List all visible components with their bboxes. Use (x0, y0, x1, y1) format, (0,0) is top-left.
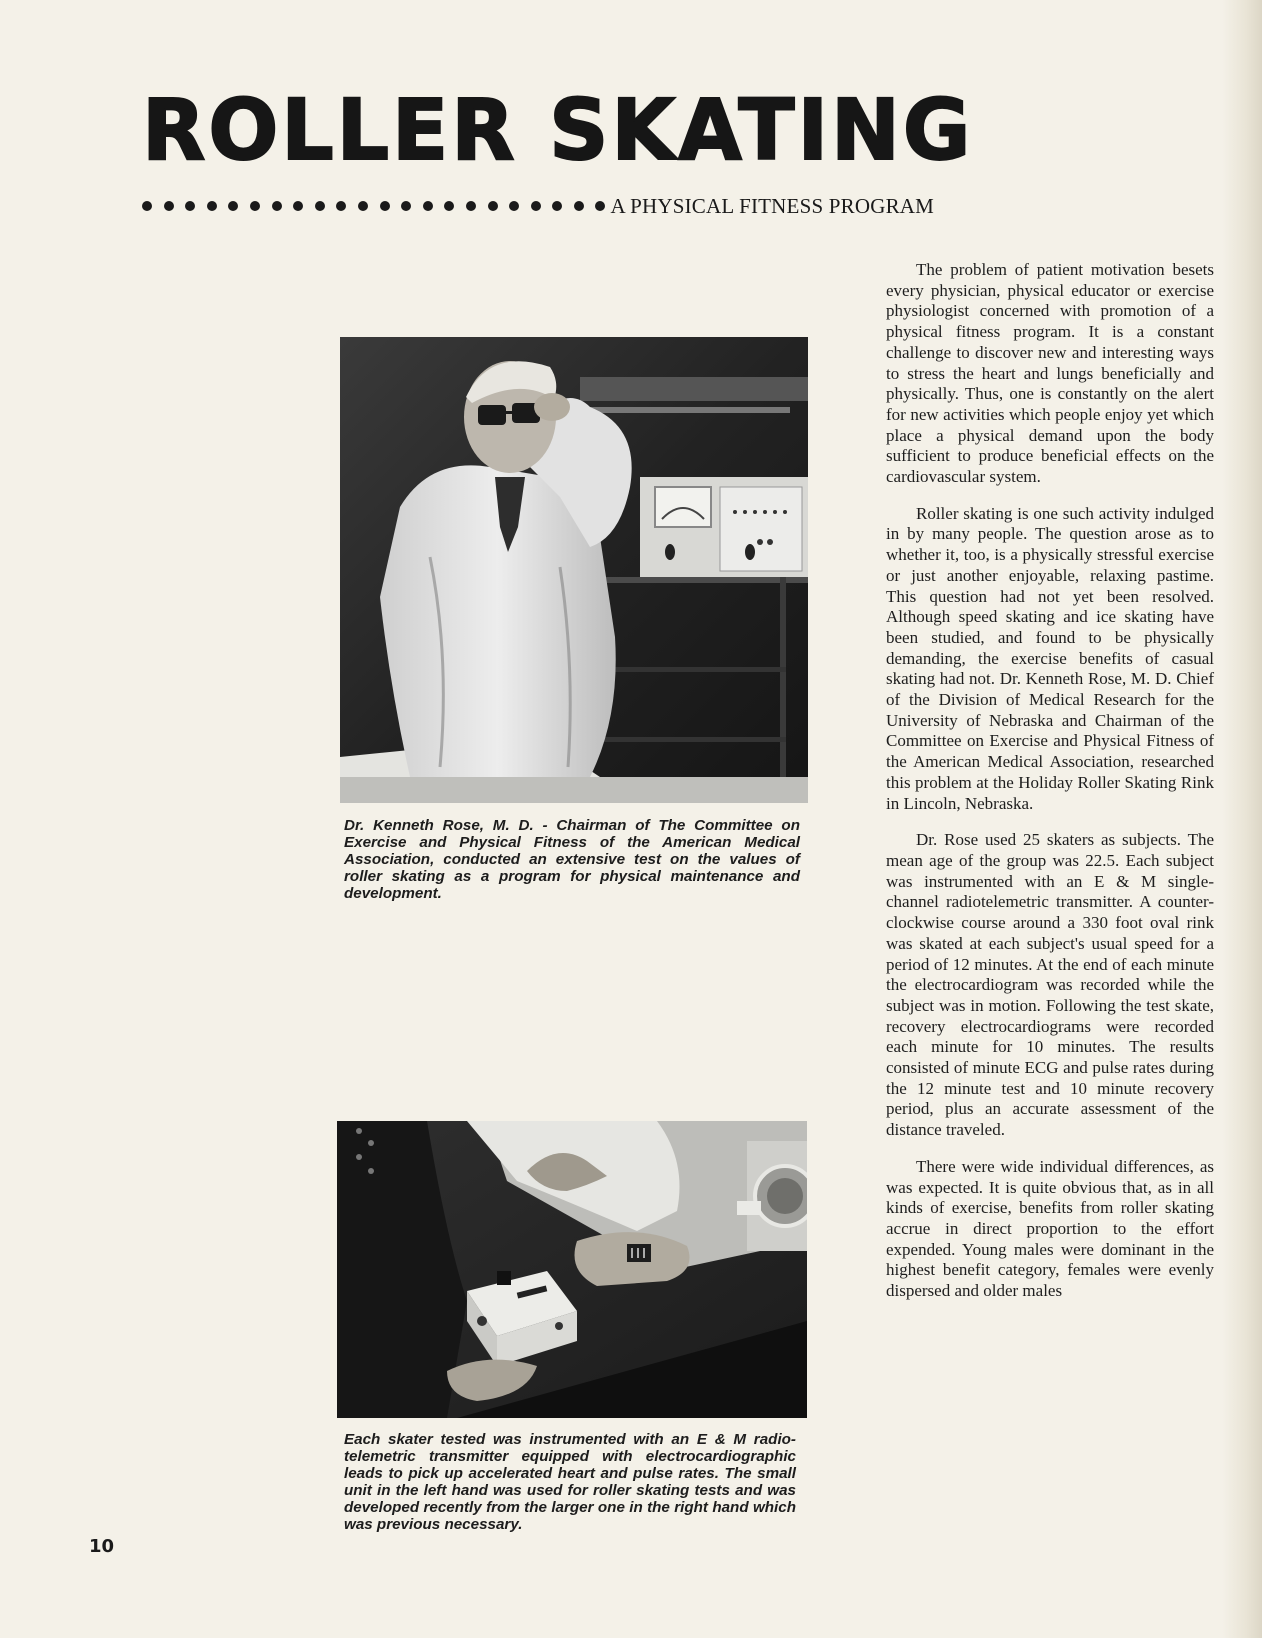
body-paragraph: Roller skating is one such activity indulged in by many people. The question arose as to whether it, too, is a physically stressful exercise or just another enjoyable, relaxing pastime. This question had not yet been resolved. Although speed skating and ice skating have been studied, and found to be physically demanding, the exercise benefits of casual skating had not. Dr. Kenneth Rose, M. D. Chief of the Division of Medical Research for the University of Nebraska and Chairman of the Committee on Exercise and Physical Fitness of the American Medical Association, researched this problem at the Holiday Roller Skating Rink in Lincoln, Nebraska. (886, 503, 1214, 813)
leader-dot (380, 201, 390, 211)
leader-dot (185, 201, 195, 211)
leader-dot (509, 201, 519, 211)
photo-doctor-lab-image (340, 337, 808, 803)
leader-dot (272, 201, 282, 211)
subtitle-row (142, 192, 935, 220)
leader-dot (164, 201, 174, 211)
photo-transmitters (337, 1121, 807, 1418)
leader-dot (488, 201, 498, 211)
leader-dot (444, 201, 454, 211)
leader-dot (401, 201, 411, 211)
leader-dot (207, 201, 217, 211)
leader-dot (574, 201, 584, 211)
leader-dot (336, 201, 346, 211)
leader-dot (293, 201, 303, 211)
article-subtitle: A PHYSICAL FITNESS PROGRAM (610, 193, 935, 218)
leader-dot (531, 201, 541, 211)
photo-transmitters-image (337, 1121, 807, 1418)
leader-dot (250, 201, 260, 211)
leader-dot (595, 201, 605, 211)
photo-doctor-lab (340, 337, 808, 803)
page-edge-shadow (1222, 0, 1262, 1638)
article-body (886, 260, 1214, 1318)
leader-dot (466, 201, 476, 211)
leader-dot (552, 201, 562, 211)
body-paragraph: The problem of patient motivation besets every physician, physical educator or exercise physiologist concerned with promotion of a physical fitness program. It is a constant challenge to discover new and interesting ways to stress the heart and lungs beneficially and physically. Thus, one is constantly on the alert for new activities which people enjoy yet which place a physical demand upon the body sufficient to produce beneficial effects on the cardiovascular system. (886, 260, 1214, 487)
caption-photo-doctor: Dr. Kenneth Rose, M. D. - Chairman of The Committee on Exercise and Physical Fitness of the American Medical Association, conducted an extensive test on the values of roller skating as a program for physical maintenance and development. (344, 817, 800, 902)
page-number: 10 (89, 1536, 115, 1557)
leader-dot (228, 201, 238, 211)
body-paragraph: There were wide individual differences, as was expected. It is quite obvious that, as in all kinds of exercise, benefits from roller skating accrue in direct proportion to the effort expended. Young males were dominant in the highest benefit category, females were evenly dispersed and older males (886, 1156, 1214, 1301)
caption-photo-transmitters: Each skater tested was instrumented with an E & M radio-telemetric transmitter equipped with electrocardiographic leads to pick up accelerated heart and pulse rates. The small unit in the left hand was used for roller skating tests and was developed recently from the larger one in the right hand which was previous necessary. (344, 1431, 796, 1533)
leader-dot (142, 201, 152, 211)
article-title: ROLLER SKATING (142, 81, 974, 179)
leader-dot (423, 201, 433, 211)
dot-leader (142, 201, 605, 211)
leader-dot (358, 201, 368, 211)
leader-dot (315, 201, 325, 211)
body-paragraph: Dr. Rose used 25 skaters as subjects. The mean age of the group was 22.5. Each subject was instrumented with an E & M single-channel radiotelemetric transmitter. A counter-clockwise course around a 330 foot oval rink was skated at each subject's usual speed for a period of 12 minutes. At the end of each minute the electrocardiogram was recorded while the subject was in motion. Following the test skate, recovery electrocardiograms were recorded each minute for 10 minutes. The results consisted of minute ECG and pulse rates during the 12 minute test and 10 minute recovery period, plus an accurate assessment of the distance traveled. (886, 830, 1214, 1140)
